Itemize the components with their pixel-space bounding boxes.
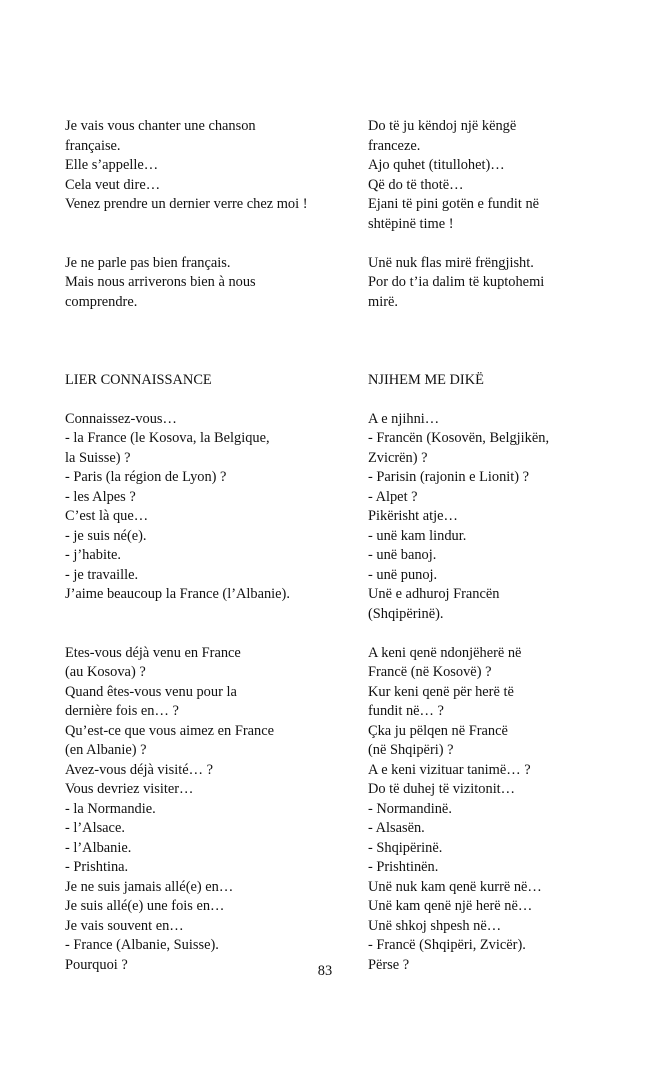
albanian-line: Që do të thotë…	[368, 176, 464, 193]
albanian-line: fundit në… ?	[368, 703, 444, 719]
albanian-intro-block	[368, 117, 638, 234]
french-line: Je vais souvent en…	[65, 917, 184, 934]
french-line: Qu’est-ce que vous aimez en France	[65, 722, 274, 739]
albanian-line: mirë.	[368, 293, 398, 310]
albanian-line: Do të ju këndoj një këngë	[368, 118, 517, 134]
french-line: J’aime beaucoup la France (l’Albanie).	[65, 586, 290, 602]
french-line: - France (Albanie, Suisse).	[65, 937, 219, 953]
french-line: comprendre.	[65, 293, 138, 310]
albanian-line: Unë shkoj shpesh në…	[368, 917, 502, 934]
albanian-line: A e njihni…	[368, 410, 440, 427]
albanian-line: (Shqipërinë).	[368, 605, 444, 622]
albanian-line: Zvicrën) ?	[368, 449, 428, 466]
french-line: Cela veut dire…	[65, 176, 161, 193]
french-line: - je travaille.	[65, 566, 139, 583]
albanian-line: A keni qenë ndonjëherë në	[368, 644, 522, 661]
french-line: Vous devriez visiter…	[65, 781, 194, 797]
albanian-line: Unë e adhuroj Francën	[368, 586, 500, 602]
french-section-heading: LIER CONNAISSANCE	[65, 371, 212, 388]
albanian-line: shtëpinë time !	[368, 215, 454, 232]
albanian-line: Unë nuk flas mirë frëngjisht.	[368, 254, 534, 271]
albanian-section-heading: NJIHEM ME DIKË	[368, 371, 484, 388]
albanian-line: Ejani të pini gotën e fundit në	[368, 196, 540, 212]
french-line: Je suis allé(e) une fois en…	[65, 898, 225, 914]
french-visits-block	[65, 644, 363, 976]
albanian-line: - unë punoj.	[368, 566, 438, 583]
albanian-column	[368, 117, 638, 975]
albanian-line: (në Shqipëri) ?	[368, 742, 454, 758]
french-line-spacer	[65, 215, 363, 235]
french-line: Mais nous arriverons bien à nous	[65, 274, 256, 290]
albanian-line: Unë kam qenë një herë në…	[368, 898, 533, 914]
albanian-line: Përse ?	[368, 956, 410, 973]
french-line: - Paris (la région de Lyon) ?	[65, 469, 227, 485]
french-line: dernière fois en… ?	[65, 703, 179, 719]
albanian-line: - Francë (Shqipëri, Zvicër).	[368, 937, 526, 953]
french-column	[65, 117, 363, 975]
french-line: française.	[65, 137, 121, 154]
albanian-line: Kur keni qenë për herë të	[368, 683, 514, 700]
french-line: - l’Alsace.	[65, 820, 125, 836]
albanian-language-block	[368, 254, 638, 313]
french-intro-block	[65, 117, 363, 234]
french-line: (en Albanie) ?	[65, 742, 147, 758]
albanian-line: - Alpet ?	[368, 488, 418, 505]
albanian-line: Çka ju pëlqen në Francë	[368, 722, 508, 739]
french-line: - Prishtina.	[65, 859, 129, 875]
albanian-line: franceze.	[368, 137, 421, 154]
section-gap	[65, 312, 363, 371]
albanian-line: - Prishtinën.	[368, 859, 439, 875]
french-line: Etes-vous déjà venu en France	[65, 644, 241, 661]
french-line: - la Normandie.	[65, 800, 156, 817]
albanian-line: - Parisin (rajonin e Lionit) ?	[368, 469, 530, 485]
french-line: Pourquoi ?	[65, 956, 128, 973]
paragraph-gap	[368, 234, 638, 254]
page-number: 83	[317, 963, 333, 979]
french-line: Je ne suis jamais allé(e) en…	[65, 878, 234, 895]
french-line: - l’Albanie.	[65, 839, 132, 856]
albanian-connaissance-block	[368, 410, 638, 625]
french-line: - la France (le Kosova, la Belgique,	[65, 430, 270, 446]
french-line: Quand êtes-vous venu pour la	[65, 683, 237, 700]
french-line: (au Kosova) ?	[65, 664, 146, 680]
french-line: Elle s’appelle…	[65, 157, 159, 173]
albanian-line: - Normandinë.	[368, 800, 452, 817]
french-line: la Suisse) ?	[65, 449, 131, 466]
french-connaissance-block	[65, 410, 363, 625]
albanian-line: Por do t’ia dalim të kuptohemi	[368, 274, 545, 290]
paragraph-gap	[368, 390, 638, 410]
albanian-line: Francë (në Kosovë) ?	[368, 664, 492, 680]
albanian-line: Unë nuk kam qenë kurrë në…	[368, 878, 542, 895]
albanian-line: - Francën (Kosovën, Belgjikën,	[368, 430, 550, 446]
french-language-block	[65, 254, 363, 313]
french-line: - j’habite.	[65, 547, 121, 563]
paragraph-gap	[65, 390, 363, 410]
french-line: Connaissez-vous…	[65, 410, 177, 427]
albanian-line: - unë kam lindur.	[368, 527, 467, 544]
french-line: - je suis né(e).	[65, 527, 147, 544]
albanian-line: Do të duhej të vizitonit…	[368, 781, 516, 797]
albanian-visits-block	[368, 644, 638, 976]
albanian-line: - Shqipërinë.	[368, 839, 443, 856]
french-line: Je ne parle pas bien français.	[65, 254, 231, 271]
albanian-line: Pikërisht atje…	[368, 508, 458, 524]
french-line: C’est là que…	[65, 508, 149, 524]
french-line: - les Alpes ?	[65, 488, 136, 505]
french-line: Avez-vous déjà visité… ?	[65, 761, 213, 778]
french-line: Venez prendre un dernier verre chez moi !	[65, 196, 308, 212]
french-line: Je vais vous chanter une chanson	[65, 118, 256, 134]
french-line-spacer	[65, 605, 363, 625]
paragraph-gap	[65, 624, 363, 644]
albanian-line: A e keni vizituar tanimë… ?	[368, 761, 531, 778]
albanian-line: - unë banoj.	[368, 547, 437, 563]
section-gap	[368, 312, 638, 371]
paragraph-gap	[65, 234, 363, 254]
paragraph-gap	[368, 624, 638, 644]
albanian-line: Ajo quhet (titullohet)…	[368, 157, 505, 173]
albanian-line: - Alsasën.	[368, 820, 425, 836]
